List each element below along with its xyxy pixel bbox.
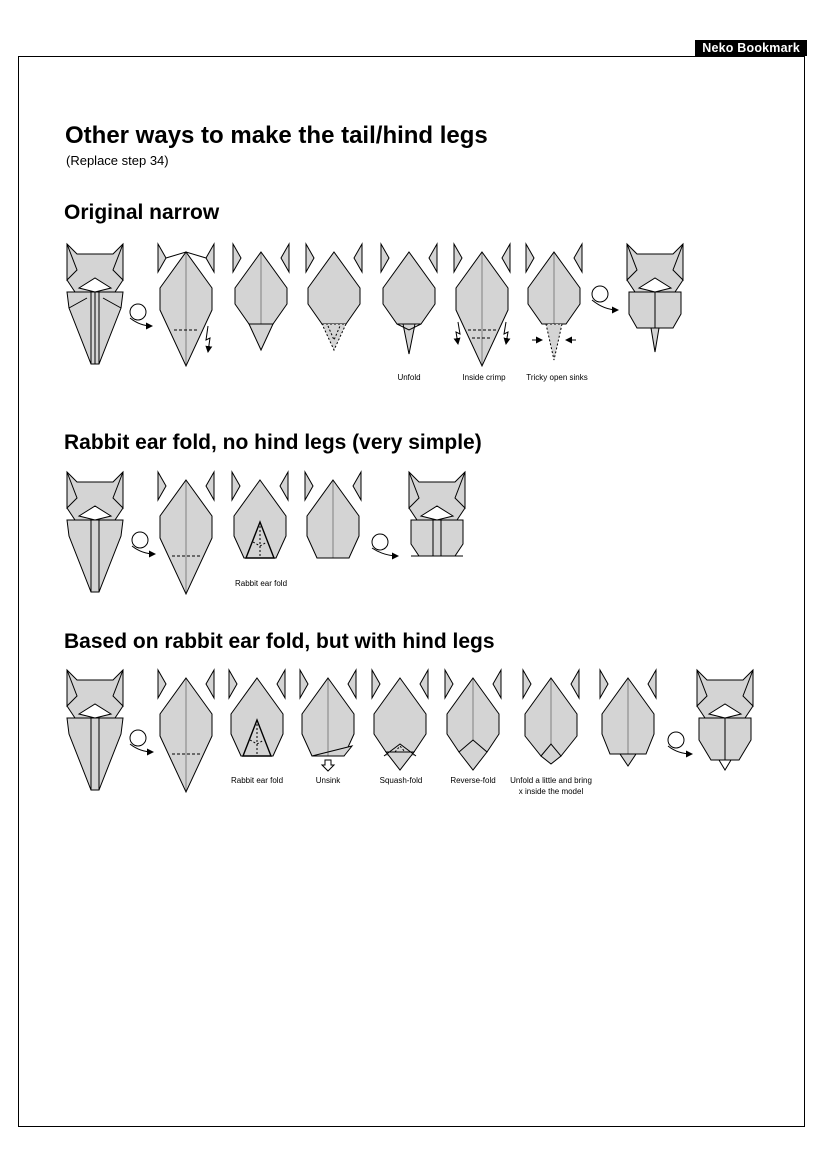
caption: Reverse-fold <box>450 776 496 785</box>
diagram-step <box>229 670 285 756</box>
diagram-step <box>67 472 123 592</box>
caption: Tricky open sinks <box>526 373 588 382</box>
diagram-step <box>233 244 289 350</box>
section-heading-rabbit-ear-simple: Rabbit ear fold, no hind legs (very simple) <box>64 431 482 454</box>
caption: Rabbit ear fold <box>234 579 288 588</box>
caption: Rabbit ear fold <box>230 776 284 785</box>
diagram-step <box>627 244 683 352</box>
caption: Squash-fold <box>379 776 423 785</box>
push-arrow-icon <box>322 760 334 771</box>
turn-over-arrow-icon <box>668 732 692 754</box>
section-heading-original-narrow: Original narrow <box>64 201 220 224</box>
turn-over-arrow-icon <box>130 304 152 326</box>
caption: Unfold a little and bring <box>510 776 592 785</box>
diagram-step <box>305 472 361 558</box>
turn-over-arrow-icon <box>130 730 153 752</box>
caption: Unsink <box>315 776 341 785</box>
page-subtitle: (Replace step 34) <box>66 153 169 168</box>
diagram-step <box>523 670 579 764</box>
diagram-step <box>526 244 582 360</box>
diagram-row-rabbit-ear-simple <box>0 460 827 600</box>
turn-over-arrow-icon <box>372 534 398 556</box>
caption: Inside crimp <box>462 373 506 382</box>
diagram-step <box>232 472 288 558</box>
diagram-row-original-narrow <box>0 230 827 390</box>
diagram-step <box>600 670 656 766</box>
diagram-step <box>67 670 123 790</box>
diagram-step <box>300 670 356 756</box>
brand-tag: Neko Bookmark <box>695 40 807 56</box>
diagram-step <box>306 244 362 350</box>
diagram-step <box>445 670 501 770</box>
diagram-step <box>409 472 465 556</box>
diagram-step <box>158 244 214 366</box>
section-heading-rabbit-ear-hind-legs: Based on rabbit ear fold, but with hind legs <box>64 630 495 653</box>
diagram-step <box>372 670 428 770</box>
diagram-step <box>158 670 214 792</box>
turn-over-arrow-icon <box>132 532 155 554</box>
diagram-step <box>697 670 753 770</box>
page-title: Other ways to make the tail/hind legs <box>65 122 488 149</box>
caption: Unfold <box>397 373 421 382</box>
turn-over-arrow-icon <box>592 286 618 310</box>
diagram-step <box>67 244 123 364</box>
caption: x inside the model <box>518 787 584 796</box>
diagram-step <box>454 244 510 366</box>
diagram-step <box>381 244 437 354</box>
diagram-step <box>158 472 214 594</box>
diagram-row-rabbit-ear-hind-legs <box>0 660 827 810</box>
